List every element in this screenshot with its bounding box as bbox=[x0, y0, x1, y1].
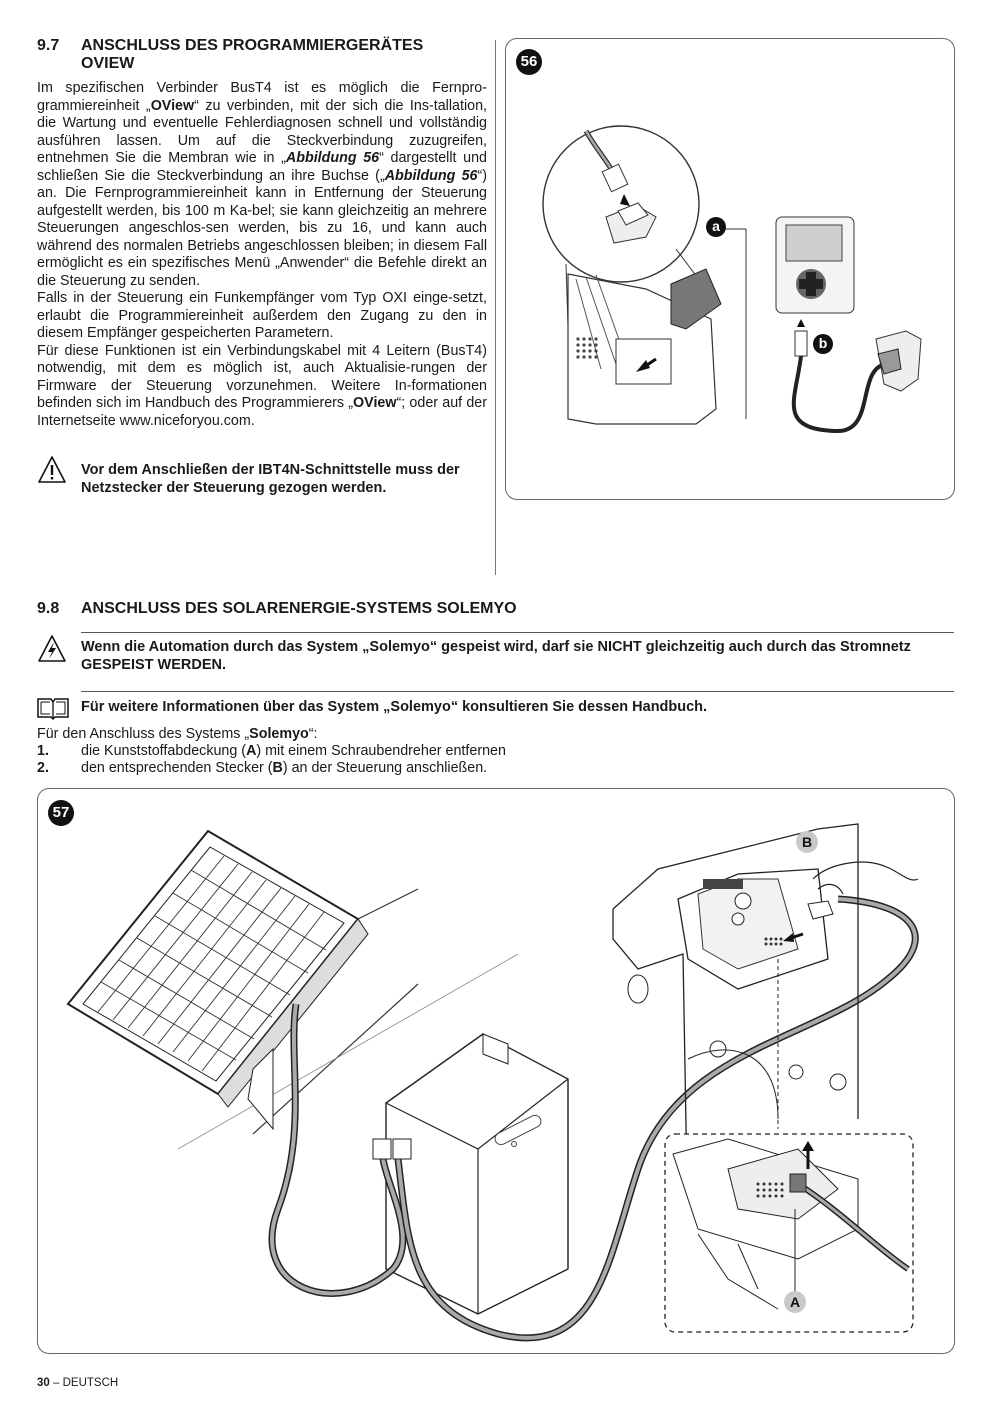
text-run: ) an der Steuerung anschließen. bbox=[282, 760, 488, 776]
step-2 bbox=[37, 760, 487, 777]
figure-57-panel bbox=[37, 788, 955, 1354]
danger-text: Wenn die Automation durch das System „Solemyo“ gespeist wird, darf sie NICHT gleichzeitig auch durch das Stromnetz GESPEIST WERDEN. bbox=[81, 639, 911, 673]
text-run: OView bbox=[353, 395, 397, 411]
step-2-number: 2. bbox=[37, 760, 49, 776]
note-text: Für weitere Informationen über das System „Solemyo“ konsultieren Sie dessen Handbuch. bbox=[81, 699, 708, 715]
text-run: Abbildung 56 bbox=[384, 167, 478, 184]
text-run: die Kunststoffabdeckung ( bbox=[81, 743, 247, 759]
text-run: “) an. Die Fernprogrammiereinheit kann in Entfernung der Steuerung aufgestellt werden, bis 100 m Ka-bel; sie kann gleichzeitig an mehrere Steuerungen angeschlos-sen werden, bis zu 16, und kann auch während des normalen Betriebs angeschlossen bleiben; in diesem Fall ermöglicht es ein spezifisches Menü „Anwender“ die Befehle direkt an die Steuerung zu senden. bbox=[37, 167, 488, 289]
paragraph-1 bbox=[37, 80, 487, 290]
paragraph-2: Falls in der Steuerung ein Funkempfänger vom Typ OXI einge-setzt, erlaubt die Programmiereinheit außerdem den Zugang zu den in diesem Empfänger gespeicherten Parametern. bbox=[37, 290, 487, 341]
step-2-text bbox=[81, 760, 487, 776]
text-run: B bbox=[272, 760, 283, 776]
section-number-9-7: 9.7 bbox=[37, 37, 60, 54]
text-run: “: bbox=[308, 726, 318, 742]
text-run: A bbox=[246, 743, 257, 759]
book-icon bbox=[36, 695, 70, 721]
note-rule bbox=[81, 691, 954, 692]
solemyo-intro bbox=[37, 726, 318, 744]
section-title-9-7 bbox=[81, 37, 423, 73]
page-number: 30 bbox=[37, 1377, 50, 1389]
step-1 bbox=[37, 743, 506, 760]
section-number-9-8: 9.8 bbox=[37, 600, 60, 617]
figure-56-badge: 56 bbox=[516, 49, 542, 75]
text-run: Im spezifischen Verbinder BusT4 ist es möglich die Fernpro-grammiereinheit „ bbox=[37, 80, 487, 114]
section-title-line-1: ANSCHLUSS DES PROGRAMMIERGERÄTES bbox=[81, 37, 424, 54]
step-1-text bbox=[81, 743, 506, 759]
warning-text: Vor dem Anschließen der IBT4N-Schnittstelle muss der Netzstecker der Steuerung gezogen werden. bbox=[81, 462, 460, 496]
text-run: den entsprechenden Stecker ( bbox=[81, 760, 273, 776]
step-1-number: 1. bbox=[37, 743, 49, 759]
column-divider bbox=[495, 40, 496, 575]
text-run: Solemyo bbox=[249, 726, 309, 742]
footer-language: – DEUTSCH bbox=[53, 1377, 119, 1389]
text-run: Für den Anschluss des Systems „ bbox=[37, 726, 250, 742]
text-run: “ dargestellt und schließen Sie die Steckverbindung an ihre Buchse („ bbox=[37, 150, 487, 184]
text-run: “; oder auf der Internetseite www.niceforyou.com. bbox=[37, 395, 487, 429]
callout-b: b bbox=[813, 334, 833, 354]
callout-A: A bbox=[784, 1291, 806, 1313]
figure-56-illustration bbox=[506, 39, 954, 499]
danger-rule bbox=[81, 632, 954, 633]
section-title-9-8: ANSCHLUSS DES SOLARENERGIE-SYSTEMS SOLEMYO bbox=[81, 600, 517, 617]
callout-B: B bbox=[796, 831, 818, 853]
warning-icon bbox=[37, 455, 67, 485]
figure-56-panel bbox=[505, 38, 955, 500]
text-run: “ zu verbinden, mit der sich die Ins-tallation, die Wartung und eventuelle Fehlerdiagnosen schnell und vollständig ausführen lassen. Um auf die Steckverbindung zuzugreifen, entnehmen Sie die Membran wie in „ bbox=[37, 97, 487, 166]
section-9-7-body bbox=[37, 80, 487, 430]
text-run: Für diese Funktionen ist ein Verbindungskabel mit 4 Leitern (BusT4) notwendig, mit dem es möglich ist, auch Aktualisie-rungen der Firmware der Steuerung vorzunehmen. Weitere In-formationen befinden sich im Handbuch des Programmierers „ bbox=[37, 342, 487, 411]
text-run: OView bbox=[150, 97, 195, 114]
solar-panel bbox=[68, 831, 368, 1129]
battery-box bbox=[386, 1034, 568, 1314]
section-title-line-2: OVIEW bbox=[81, 55, 135, 72]
paragraph-3 bbox=[37, 343, 487, 431]
electric-hazard-icon bbox=[37, 634, 67, 664]
figure-57-badge: 57 bbox=[48, 800, 74, 826]
callout-a: a bbox=[706, 217, 726, 237]
text-run: Abbildung 56 bbox=[285, 150, 380, 166]
page-footer bbox=[37, 1377, 118, 1389]
text-run: ) mit einem Schraubendreher entfernen bbox=[256, 743, 506, 759]
figure-57-illustration bbox=[38, 789, 954, 1353]
